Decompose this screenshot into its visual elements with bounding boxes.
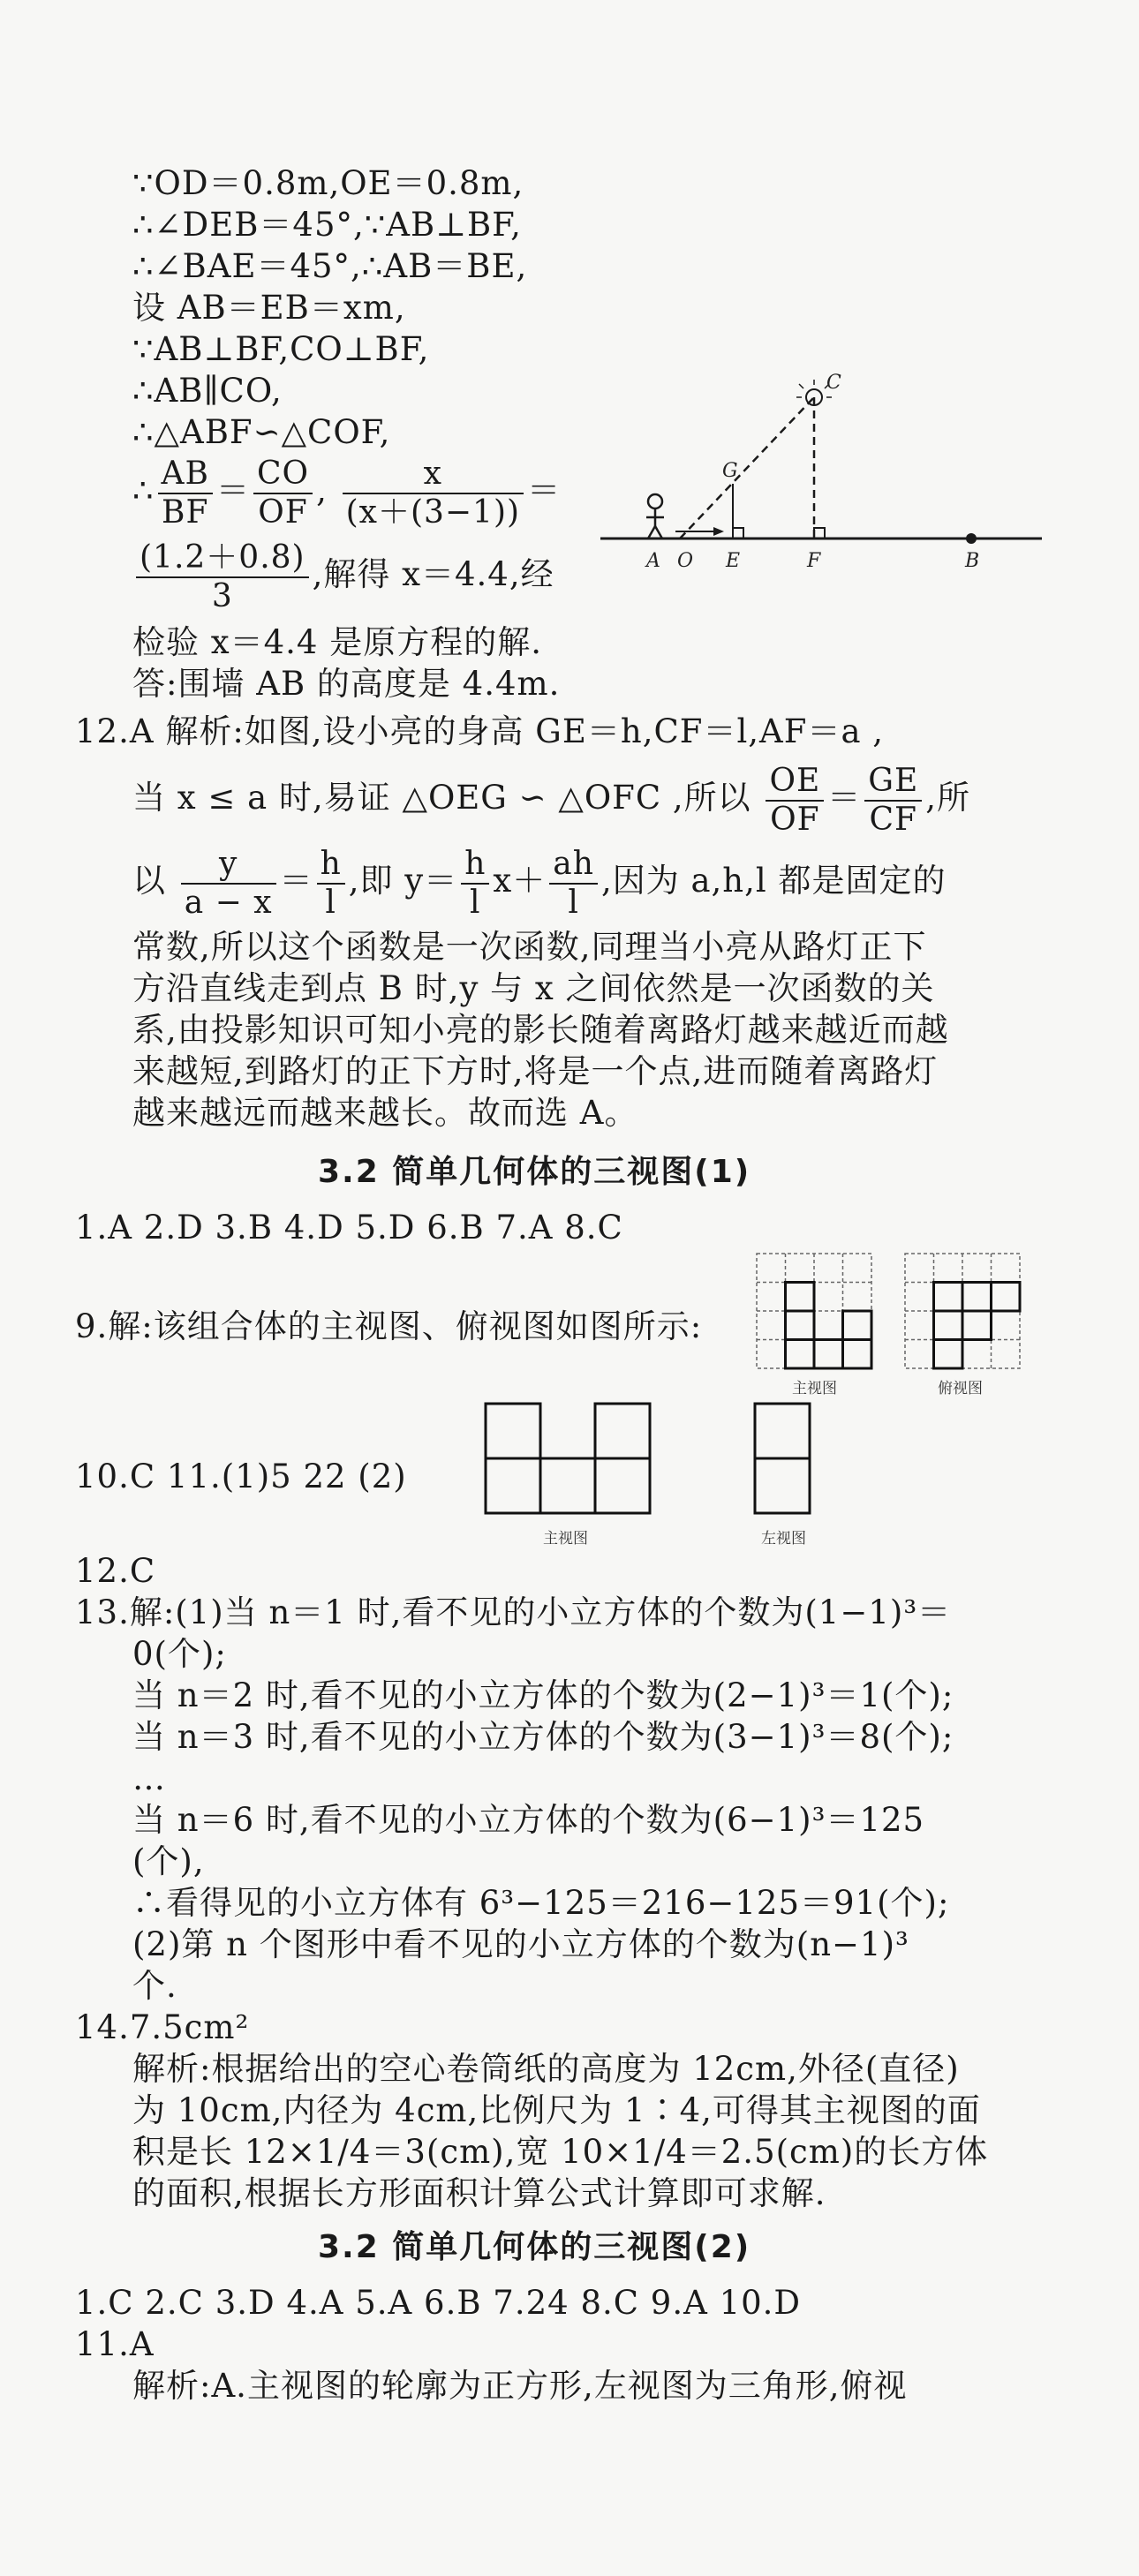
- text-line: ∴∠BAE＝45°,∴AB＝BE,: [132, 247, 528, 285]
- text-line: ∴∠DEB＝45°,∵AB⊥BF,: [132, 206, 522, 244]
- text-span: 当 x ≤ a 时,易证 △OEG ∽ △OFC ,所以: [132, 779, 751, 817]
- text-span: ,即 y＝: [348, 862, 458, 900]
- text-line: 答:围墙 AB 的高度是 4.4m.: [132, 665, 561, 703]
- text-line: 9.解:该组合体的主视图、俯视图如图所示:: [75, 1307, 703, 1345]
- main-view-figure-2: [484, 1402, 652, 1517]
- text-span: x＋: [493, 862, 547, 900]
- equals: ＝: [216, 471, 250, 509]
- denominator: (x＋(3−1)): [345, 493, 521, 531]
- text-line: 系,由投影知识可知小亮的影长随着离路灯越来越近而越: [132, 1011, 949, 1049]
- label-a: A: [646, 550, 660, 572]
- section-title: 3.2 简单几何体的三视图(1): [318, 1154, 751, 1190]
- text-line: 检验 x＝4.4 是原方程的解.: [132, 623, 542, 661]
- answer-line: 11.A: [75, 2325, 155, 2363]
- label-e: E: [726, 550, 741, 572]
- top-view-figure: [903, 1252, 1022, 1371]
- text-span: ,因为 a,h,l 都是固定的: [600, 862, 947, 900]
- answer-line: 10.C 11.(1)5 22 (2): [75, 1457, 407, 1495]
- lamp-shadow-figure: [592, 362, 1051, 574]
- fraction-sum: [136, 539, 309, 615]
- figure-caption: 左视图: [761, 1530, 806, 1548]
- numerator: ah: [549, 846, 598, 885]
- text-line: 解析:A.主视图的轮廓为正方形,左视图为三角形,俯视: [132, 2367, 908, 2405]
- therefore-symbol: ∴: [132, 471, 155, 509]
- text-line: …: [132, 1759, 166, 1797]
- equals: ＝: [827, 779, 862, 817]
- text-span: ,所: [925, 779, 971, 817]
- text-line: 来越短,到路灯的正下方时,将是一个点,进而随着离路灯: [132, 1052, 939, 1090]
- text-line: 积是长 12×1/4＝3(cm),宽 10×1/4＝2.5(cm)的长方体: [132, 2133, 989, 2171]
- equals: ＝: [279, 862, 313, 900]
- text-line: 当 n＝6 时,看不见的小立方体的个数为(6−1)³＝125: [132, 1801, 925, 1839]
- text-line: 越来越远而越来越长。故而选 A。: [132, 1094, 638, 1132]
- denominator: l: [568, 884, 579, 921]
- fraction-y: [181, 846, 276, 922]
- fraction-oe-of: [766, 763, 824, 839]
- text-line: ∴AB∥CO,: [132, 372, 283, 410]
- numerator: GE: [864, 763, 922, 802]
- answer-line: 14.7.5cm²: [75, 2008, 250, 2046]
- numerator: h: [461, 846, 489, 885]
- denominator: l: [470, 884, 481, 921]
- text-line: 为 10cm,内径为 4cm,比例尺为 1∶4,可得其主视图的面: [132, 2091, 981, 2129]
- fraction-ge-cf: [864, 763, 922, 839]
- text-line: ∴△ABF∽△COF,: [132, 413, 391, 451]
- denominator: 3: [211, 577, 233, 614]
- text-line: ∵OD＝0.8m,OE＝0.8m,: [132, 164, 524, 202]
- text-span: 以: [132, 862, 166, 900]
- text-line: 设 AB＝EB＝xm,: [132, 289, 406, 327]
- equation-line: [132, 840, 946, 922]
- text-line: (2)第 n 个图形中看不见的小立方体的个数为(n−1)³: [132, 1925, 909, 1963]
- section-title: 3.2 简单几何体的三视图(2): [318, 2229, 751, 2265]
- left-view-figure: [753, 1402, 815, 1517]
- fraction-h-l: [317, 846, 345, 922]
- solution-text: ,解得 x＝4.4,经: [312, 555, 554, 593]
- numerator: h: [317, 846, 345, 885]
- denominator: l: [325, 884, 336, 921]
- text-line: ∴看得见的小立方体有 6³−125＝216−125＝91(个);: [132, 1884, 950, 1922]
- numerator: y: [181, 846, 276, 885]
- text-line: 解析:根据给出的空心卷筒纸的高度为 12cm,外径(直径): [132, 2050, 960, 2088]
- text-line: 当 n＝3 时,看不见的小立方体的个数为(3−1)³＝8(个);: [132, 1718, 954, 1756]
- fraction-ab-bf: [158, 456, 213, 531]
- fraction-h-l-2: [461, 846, 489, 922]
- equation-line: [132, 534, 554, 615]
- figure-caption: 俯视图: [938, 1380, 983, 1397]
- label-b: B: [965, 550, 980, 572]
- answer-line: 1.C 2.C 3.D 4.A 5.A 6.B 7.24 8.C 9.A 10.D: [75, 2284, 802, 2322]
- text-line: 当 n＝2 时,看不见的小立方体的个数为(2−1)³＝1(个);: [132, 1676, 954, 1714]
- denominator: a − x: [184, 884, 273, 921]
- denominator: OF: [258, 493, 308, 531]
- numerator: OE: [766, 763, 824, 802]
- numerator: x: [343, 456, 524, 494]
- label-o: O: [677, 550, 694, 572]
- figure-caption: 主视图: [792, 1380, 837, 1397]
- text-line: 常数,所以这个函数是一次函数,同理当小亮从路灯正下: [132, 928, 927, 966]
- text-line: ∵AB⊥BF,CO⊥BF,: [132, 330, 430, 368]
- equals: ＝: [527, 471, 562, 509]
- label-c: C: [826, 372, 841, 394]
- denominator: OF: [770, 801, 820, 838]
- fraction-ah-l: [549, 846, 598, 922]
- main-view-figure: [755, 1252, 874, 1371]
- equation-line: [132, 450, 561, 531]
- label-g: G: [722, 460, 738, 482]
- answer-line: 1.A 2.D 3.B 4.D 5.D 6.B 7.A 8.C: [75, 1209, 623, 1247]
- equation-line: [132, 757, 970, 839]
- text-line: 12.A 解析:如图,设小亮的身高 GE＝h,CF＝l,AF＝a ,: [75, 712, 885, 750]
- numerator: CO: [253, 456, 313, 494]
- fraction-x: [343, 456, 524, 531]
- text-line: (个),: [132, 1842, 205, 1880]
- text-line: 13.解:(1)当 n＝1 时,看不见的小立方体的个数为(1−1)³＝: [75, 1593, 952, 1631]
- answer-line: 12.C: [75, 1552, 156, 1590]
- text-line: 方沿直线走到点 B 时,y 与 x 之间依然是一次函数的关: [132, 969, 935, 1007]
- text-line: 的面积,根据长方形面积计算公式计算即可求解.: [132, 2174, 826, 2212]
- comma: ,: [316, 471, 328, 509]
- figure-caption: 主视图: [543, 1530, 588, 1548]
- fraction-co-of: [253, 456, 313, 531]
- label-f: F: [807, 550, 821, 572]
- text-line: 0(个);: [132, 1635, 227, 1673]
- numerator: (1.2＋0.8): [136, 539, 309, 578]
- denominator: CF: [869, 801, 918, 838]
- text-line: 个.: [132, 1967, 177, 2005]
- denominator: BF: [162, 493, 209, 531]
- numerator: AB: [158, 456, 213, 494]
